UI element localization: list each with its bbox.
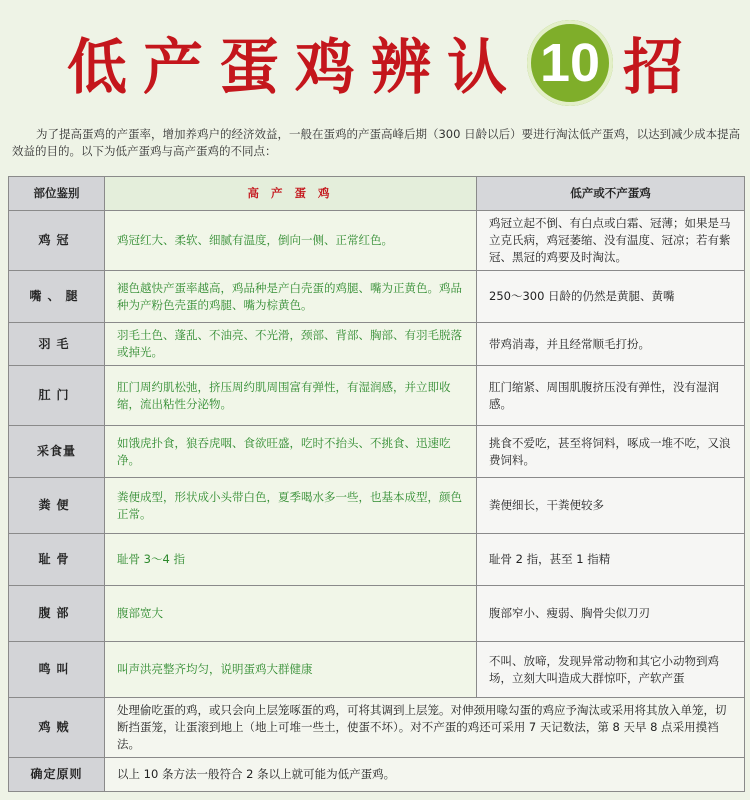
row-label: 肛门 xyxy=(9,366,105,426)
header-high: 高 产 蛋 鸡 xyxy=(105,177,477,211)
table-row xyxy=(9,323,745,366)
low-cell: 粪便细长，干粪便较多 xyxy=(477,478,745,534)
low-cell: 腹部窄小、瘦弱、胸骨尖似刀刃 xyxy=(477,586,745,642)
merged-cell: 以上 10 条方法一般符合 2 条以上就可能为低产蛋鸡。 xyxy=(105,758,745,792)
table-row xyxy=(9,534,745,586)
high-cell: 粪便成型，形状成小头带白色，夏季喝水多一些，也基本成型，颜色正常。 xyxy=(105,478,477,534)
row-label: 采食量 xyxy=(9,426,105,478)
table-row xyxy=(9,426,745,478)
low-cell: 肛门缩紧、周围肌腹挤压没有弹性，没有湿润感。 xyxy=(477,366,745,426)
table-header-row xyxy=(9,177,745,211)
comparison-table xyxy=(8,176,745,792)
low-cell: 鸡冠立起不倒、有白点或白霜、冠薄；如果是马立克氏病，鸡冠萎缩、没有温度、冠凉；若有紫冠、黑冠的鸡要及时淘汰。 xyxy=(477,211,745,271)
row-label: 鸣叫 xyxy=(9,642,105,698)
low-cell: 250～300 日龄的仍然是黄腿、黄嘴 xyxy=(477,271,745,323)
low-cell: 带鸡消毒，并且经常顺毛打扮。 xyxy=(477,323,745,366)
row-label: 耻骨 xyxy=(9,534,105,586)
high-cell: 羽毛土色、蓬乱、不油亮、不光滑，颈部、背部、胸部、有羽毛脱落或掉光。 xyxy=(105,323,477,366)
low-cell: 不叫、放啼，发现异常动物和其它小动物到鸡场，立刻大叫造成大群惊吓，产软产蛋 xyxy=(477,642,745,698)
high-cell: 腹部宽大 xyxy=(105,586,477,642)
high-cell: 耻骨 3～4 指 xyxy=(105,534,477,586)
row-label: 粪便 xyxy=(9,478,105,534)
low-cell: 挑食不爱吃，甚至将饲料，啄成一堆不吃，又浪费饲料。 xyxy=(477,426,745,478)
high-cell: 鸡冠红大、柔软、细腻有温度，倒向一侧、正常红色。 xyxy=(105,211,477,271)
title-tail: 招 xyxy=(623,33,683,103)
row-label: 腹部 xyxy=(9,586,105,642)
high-cell: 叫声洪亮整齐均匀，说明蛋鸡大群健康 xyxy=(105,642,477,698)
title-text: 低产蛋鸡辨认 xyxy=(67,33,523,103)
table-row xyxy=(9,211,745,271)
title-number-badge: 10 xyxy=(527,20,613,106)
row-label: 鸡冠 xyxy=(9,211,105,271)
high-cell: 肛门周约肌松弛，挤压周约肌周围富有弹性，有湿润感，并立即收缩，流出粘性分泌物。 xyxy=(105,366,477,426)
intro-paragraph: 为了提高蛋鸡的产蛋率，增加养鸡户的经济效益，一般在蛋鸡的产蛋高峰后期（300 日龄以后）要进行淘汰低产蛋鸡，以达到减少成本提高效益的目的。以下为低产蛋鸡与高产蛋鸡的不同点： xyxy=(12,127,741,158)
table-row xyxy=(9,366,745,426)
page-title xyxy=(0,18,750,108)
low-cell: 耻骨 2 指，甚至 1 指精 xyxy=(477,534,745,586)
table-row xyxy=(9,271,745,323)
row-label: 确定原则 xyxy=(9,758,105,792)
high-cell: 如饿虎扑食，狼吞虎咽、食欲旺盛，吃时不抬头、不挑食、迅速吃净。 xyxy=(105,426,477,478)
table-row xyxy=(9,586,745,642)
header-low: 低产或不产蛋鸡 xyxy=(477,177,745,211)
header-part: 部位鉴别 xyxy=(9,177,105,211)
table-row xyxy=(9,698,745,758)
row-label: 羽毛 xyxy=(9,323,105,366)
row-label: 鸡贼 xyxy=(9,698,105,758)
merged-cell: 处理偷吃蛋的鸡，或只会向上层笼啄蛋的鸡，可将其调到上层笼。对伸颈用喙勾蛋的鸡应予淘汰或采用将其放入单笼，切断挡蛋笼，让蛋滚到地上（地上可堆一些土，使蛋不坏）。对不产蛋的鸡还可采用 7 天记数法，第 8 天早 8 点采用摸裆法。 xyxy=(105,698,745,758)
table-row xyxy=(9,642,745,698)
table-row xyxy=(9,478,745,534)
table-row xyxy=(9,758,745,792)
high-cell: 褪色越快产蛋率越高，鸡品种是产白壳蛋的鸡腿、嘴为正黄色。鸡品种为产粉色壳蛋的鸡腿、嘴为棕黄色。 xyxy=(105,271,477,323)
row-label: 嘴、腿 xyxy=(9,271,105,323)
